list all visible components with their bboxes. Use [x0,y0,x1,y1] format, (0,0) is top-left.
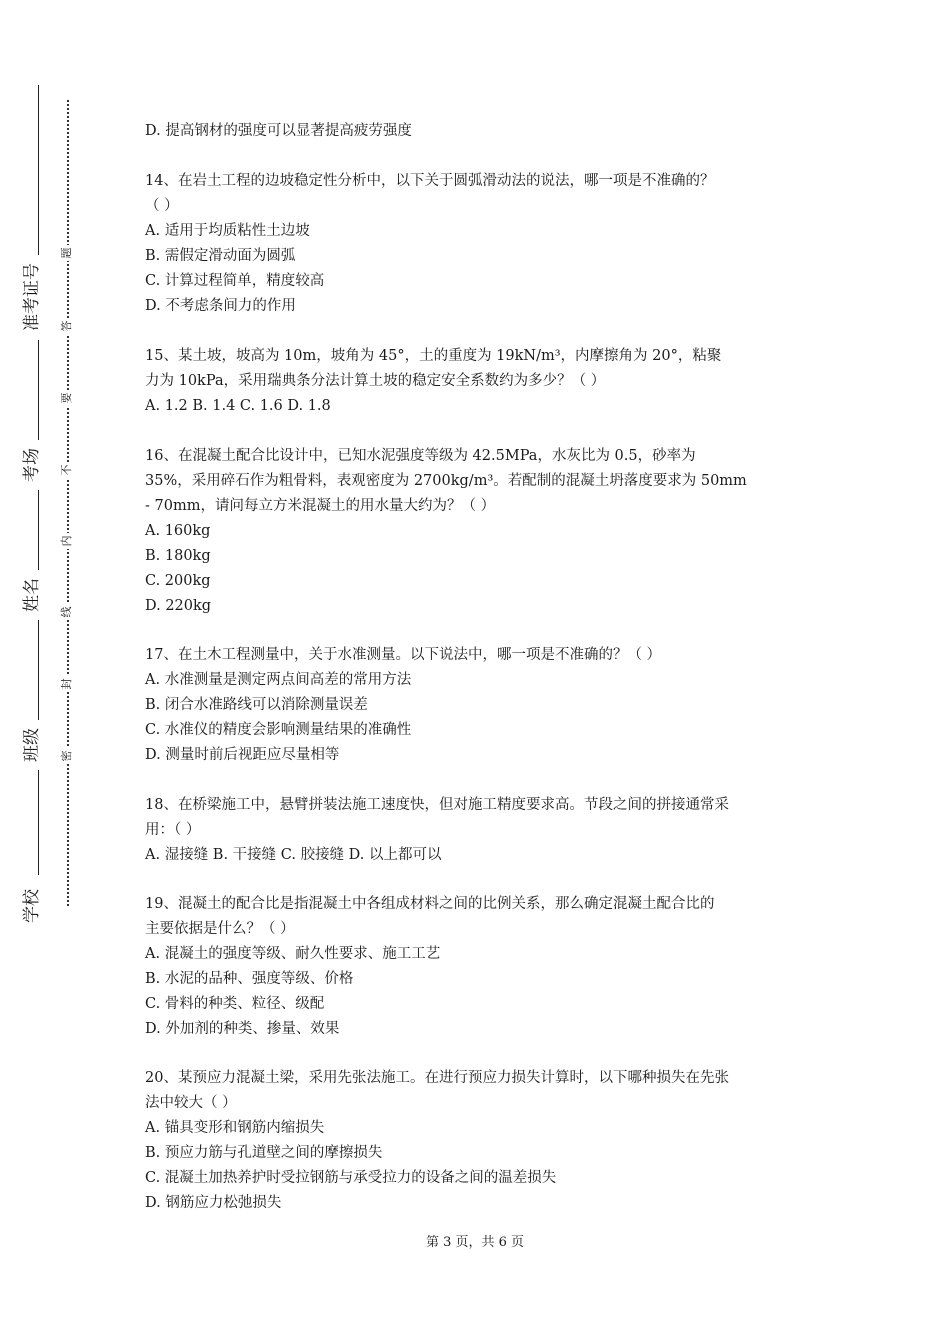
margin-label-exam-number: 准考证号 [22,263,42,331]
option-line: A. 适用于均质粘性土边坡 [145,223,310,239]
option-line: D. 钢筋应力松弛损失 [145,1195,282,1211]
margin-line [38,620,39,720]
option-line: B. 预应力筋与孔道壁之间的摩擦损失 [145,1145,383,1161]
question-15-text: 15、某土坡，坡高为 10m，坡角为 45°，土的重度为 19kN/m³，内摩擦角为 20°，粘聚 [145,348,722,364]
margin-label-exam-room: 考场 [22,448,42,482]
seal-char: 封 [59,676,75,692]
question-18-text: 18、在桥梁施工中，悬臂拼装法施工速度快，但对施工精度要求高。节段之间的拼接通常采 [145,797,729,813]
margin-line [38,340,39,440]
seal-char: 不 [59,462,75,478]
option-line: B. 闭合水准路线可以消除测量误差 [145,697,368,713]
seal-char: 密 [59,748,75,764]
option-line: B. 需假定滑动面为圆弧 [145,248,296,264]
question-16-text: 16、在混凝土配合比设计中，已知水泥强度等级为 42.5MPa，水灰比为 0.5，砂率为 [145,448,696,464]
question-20-text: 20、某预应力混凝土梁，采用先张法施工。在进行预应力损失计算时，以下哪种损失在先张 [145,1070,729,1086]
question-19-text: 主要依据是什么？（ ） [145,921,295,937]
option-line: C. 骨料的种类、粒径、级配 [145,996,325,1012]
page-number-footer: 第 3 页，共 6 页 [425,1235,525,1250]
seal-char: 内 [59,533,75,549]
option-line: A. 1.2 B. 1.4 C. 1.6 D. 1.8 [145,398,331,414]
option-line: D. 测量时前后视距应尽量相等 [145,747,340,763]
seal-char: 题 [59,245,75,261]
question-19-text: 19、混凝土的配合比是指混凝土中各组成材料之间的比例关系，那么确定混凝土配合比的 [145,896,715,912]
option-line: C. 计算过程简单，精度较高 [145,273,325,289]
option-line: A. 160kg [145,523,211,539]
margin-label-school: 学校 [22,889,42,923]
option-line: D. 220kg [145,598,212,614]
seal-char: 要 [59,390,75,406]
margin-line [38,490,39,570]
option-line: D. 不考虑条间力的作用 [145,298,296,314]
question-16-text: - 70mm，请问每立方米混凝土的用水量大约为？（ ） [145,498,496,514]
option-line: D. 外加剂的种类、掺量、效果 [145,1021,340,1037]
option-line: C. 混凝土加热养护时受拉钢筋与承受拉力的设备之间的温差损失 [145,1170,557,1186]
option-line: A. 锚具变形和钢筋内缩损失 [145,1120,325,1136]
question-15-text: 力为 10kPa，采用瑞典条分法计算土坡的稳定安全系数约为多少？（ ） [145,373,606,389]
option-line: A. 湿接缝 B. 干接缝 C. 胶接缝 D. 以上都可以 [145,847,442,863]
option-line: B. 水泥的品种、强度等级、价格 [145,971,354,987]
seal-char: 线 [59,604,75,620]
question-14-text: （ ） [145,198,179,214]
margin-line [38,770,39,875]
option-line: C. 水准仪的精度会影响测量结果的准确性 [145,722,412,738]
seal-char: 答 [59,318,75,334]
option-line: D. 提高钢材的强度可以显著提高疲劳强度 [145,123,412,139]
seal-dotted-line [67,100,69,906]
option-line: A. 混凝土的强度等级、耐久性要求、施工工艺 [145,946,441,962]
option-line: A. 水准测量是测定两点间高差的常用方法 [145,672,412,688]
margin-label-class: 班级 [22,728,42,762]
option-line: C. 200kg [145,573,211,589]
question-14-text: 14、在岩土工程的边坡稳定性分析中，以下关于圆弧滑动法的说法，哪一项是不准确的？ [145,173,715,189]
question-20-text: 法中较大（ ） [145,1095,237,1111]
margin-label-name: 姓名 [22,578,42,612]
option-line: B. 180kg [145,548,211,564]
question-16-text: 35%，采用碎石作为粗骨料，表观密度为 2700kg/m³。若配制的混凝土坍落度要求为 50mm [145,473,747,489]
margin-line [38,85,39,255]
question-18-text: 用：（ ） [145,822,201,838]
question-17-text: 17、在土木工程测量中，关于水准测量。以下说法中，哪一项是不准确的？（ ） [145,647,662,663]
